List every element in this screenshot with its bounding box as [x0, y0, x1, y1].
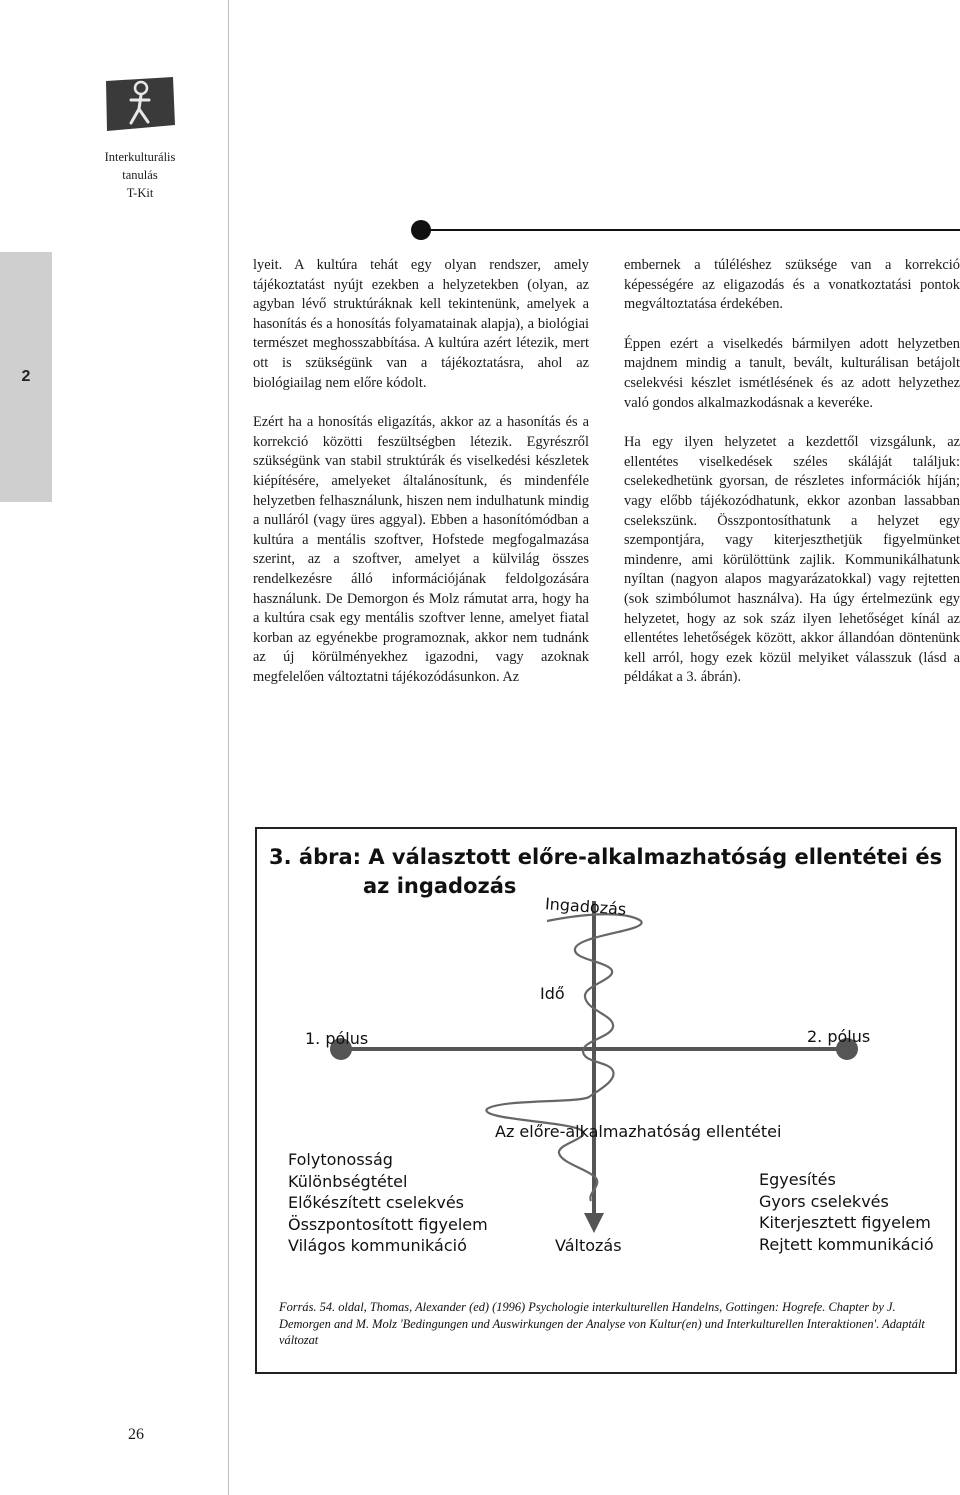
list-item: Különbségtétel	[288, 1171, 408, 1191]
text-column-left	[253, 256, 589, 707]
time-axis-arrow	[584, 1213, 604, 1233]
figure-title-line2: az ingadozás	[363, 874, 517, 898]
figure-source: Forrás. 54. oldal, Thomas, Alexander (ed) (1996) Psychologie interkulturellen Handelns, Gottingen: Hogrefe. Chapter by J. Demorgen and M. Molz 'Bedingungen und Auswirkungen der Analyse von Kultur(en) und Interkulturellen Interaktionen'. Adaptált változat	[279, 1300, 925, 1347]
series-line: tanulás	[122, 168, 158, 182]
label-pole-1: 1. pólus	[305, 1029, 369, 1048]
list-item: Összpontosított figyelem	[288, 1214, 488, 1234]
figure-3	[255, 827, 957, 1374]
label-opposites: Az előre-alkalmazhatóság ellentétei	[495, 1122, 782, 1141]
series-line: T-Kit	[126, 186, 154, 200]
header-rule	[420, 229, 960, 231]
figure-title-line1: 3. ábra: A választott előre-alkalmazhatóság ellentétei és	[269, 845, 943, 869]
list-item: Gyors cselekvés	[759, 1191, 889, 1211]
paragraph: Ha egy ilyen helyzetet a kezdettől vizsgálunk, az ellentétes viselkedések széles skáláját találjuk: cselekedhetünk gyorsan, de részletes információk híján; vagy előbb tájékozódhatunk, ekkor azonban lassabban cselekszünk. Összpontosíthatunk a helyzet egy szempontjára, vagy kiterjeszthetjük figyelmünket mindenre, ami körülöttünk zajlik. Kommunikálhatunk nyíltan (nagyon alapos magyarázatokkal) vagy rejtetten (sok szimbólumot használva). Ha úgy értelmezünk egy helyzetet, hogy az sok száz ilyen lehetőséget kínál az ellentétes lehetőségek között, akkor állandóan döntenünk kell arról, hogy ezek közül melyiket válasszuk (lásd a példákat a 3. ábrán).	[624, 434, 960, 686]
fluctuation-wave	[486, 914, 641, 1201]
label-time: Idő	[540, 984, 565, 1003]
margin-rule	[228, 0, 229, 1495]
paragraph: embernek a túléléshez szüksége van a korrekció képességére az eligazodás és a vonatkoztatási pontok megváltoztatása érdekében.	[624, 257, 960, 313]
chapter-tab	[0, 252, 52, 502]
label-change: Változás	[555, 1236, 622, 1255]
page-number: 26	[128, 1426, 144, 1443]
label-pole-2: 2. pólus	[807, 1027, 871, 1046]
paragraph: lyeit. A kultúra tehát egy olyan rendszer, amely tájékoztatást nyújt ezekben a helyzetekben (olyan, az agyban lévő struktúráknak kell tekintenünk, amelyek a hasonítás és a honosítás folyamatainak alapja), a biológiai természet meghosszabbítása. A kultúra azért létezik, mert ott is szükségünk van a tájékoztatásra, ahol az biológiailag nem előre kódolt.	[253, 257, 589, 391]
list-item: Folytonosság	[288, 1150, 393, 1169]
figure-title	[269, 843, 959, 901]
list-item: Világos kommunikáció	[288, 1236, 467, 1255]
paragraph: Ezért ha a honosítás eligazítás, akkor az a hasonítás és a korrekció közötti feszültségben létezik. Egyrészről szükségünk van stabil struktúrák és viselkedési készletek kiépítésére, amelyeket általánosítunk, és mindenféle helyzetben felhasználunk, hiszen nem indulhatunk mindig a nulláról (vagy üres aggyal). Ebben a hasonítómódban a kultúra a mentális szoftver, Hofstede megfogalmazása szerint, az a szoftver, amelyet a külvilág összes rendelkezésre álló információjának feldolgozására használunk. De Demorgon és Molz rámutat arra, hogy ha a kultúra csak egy mentális szoftver lenne, amelyet fiatal korban az egyénekbe programoznak, akkor nem tudnánk az új körülményekhez igazodni, vagy azoknak megfelelően változtatni tájékozódásunkon. Az	[253, 414, 589, 685]
label-fluctuation: Ingadozás	[544, 894, 627, 919]
chapter-number: 2	[21, 368, 31, 385]
paragraph: Éppen ezért a viselkedés bármilyen adott helyzetben majdnem mindig a tanult, bevált, kulturálisan betájolt cselekvési készlet ismétlésének és az adott helyzethez való gondos alkalmazkodásnak a keveréke.	[624, 335, 960, 411]
list-item: Kiterjesztett figyelem	[759, 1213, 931, 1232]
left-pole-list	[288, 1149, 488, 1257]
header-dot	[411, 220, 431, 240]
list-item: Rejtett kommunikáció	[759, 1234, 934, 1254]
text-column-right	[624, 256, 960, 708]
list-item: Egyesítés	[759, 1170, 836, 1189]
series-title	[92, 148, 188, 202]
series-logo-icon	[103, 75, 177, 133]
series-line: Interkulturális	[104, 150, 176, 164]
list-item: Előkészített cselekvés	[288, 1193, 464, 1212]
right-pole-list	[759, 1169, 934, 1255]
